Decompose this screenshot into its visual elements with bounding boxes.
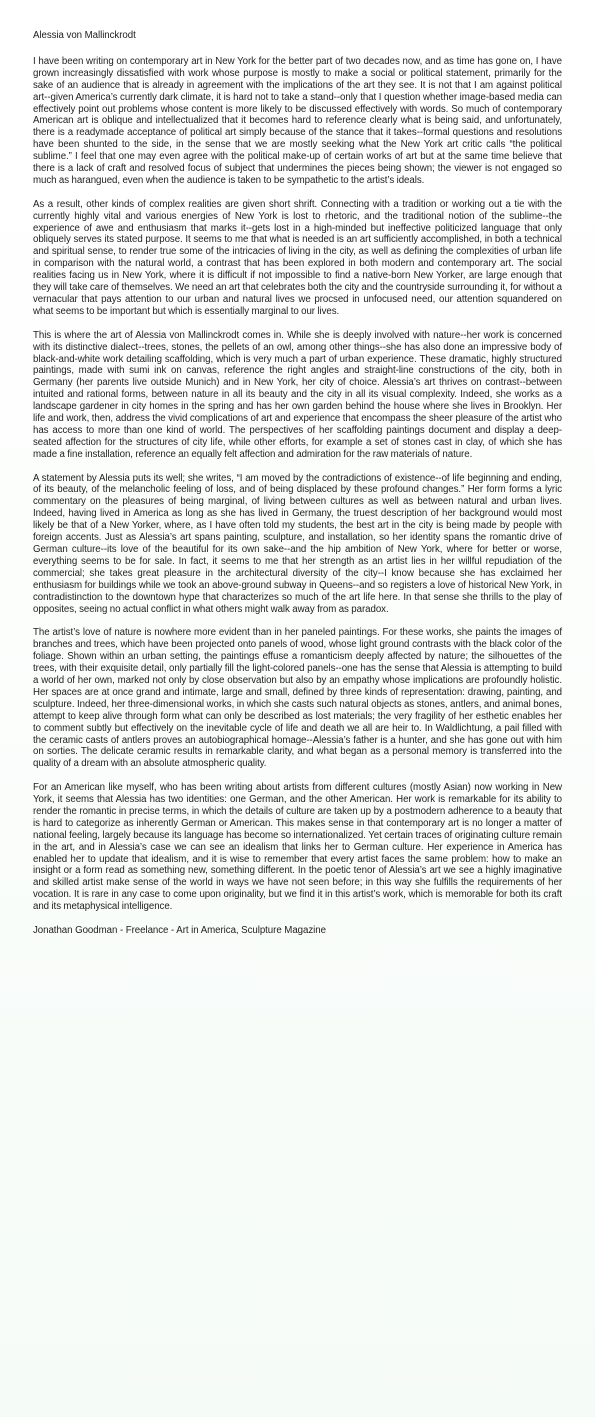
paragraph-paneled-paintings: The artist’s love of nature is nowhere more evident than in her paneled paintings. For these works, she paints the images of branches and trees, which have been projected onto panels of wood, whose light ground contrasts with the black color of the foliage. Shown within an urban setting, the paintings effuse a romanticism deeply affected by nature; the silhouettes of the trees, with their exquisite detail, only partially fill the light-colored panels--one has the sense that Alessia is attempting to build a world of her own, marked not only by close observation but also by an empathy whose implications are profoundly holistic. Her spaces are at once grand and intimate, large and small, defined by three kinds of representation: drawing, painting, and sculpture. Indeed, her three-dimensional works, in which she casts such natural objects as stones, antlers, and animal bones, attempt to keep alive through form what can only be described as lost materials; the very fragility of her esthetic enables her to comment subtly but effectively on the inevitable cycle of life and death we all are heir to. In Waldlichtung, a pail filled with the ceramic casts of antlers proves an autobiographical homage--Alessia’s father is a hunter, and she has gone out with him on sorties. The delicate ceramic results in remarkable clarity, and what began as a personal memory is transferred into the quality of a dream with an absolute atmospheric quality. [33,627,562,770]
paragraph-artist-statement: A statement by Alessia puts its well; she writes, “I am moved by the contradictions of existence--of life beginning and ending, of its beauty, of the melancholic feeling of loss, and of being displaced by these profound changes.” Her form forms a lyric commentary on the pleasures of being marginal, of living between cultures as well as between natural and urban lives. Indeed, having lived in America as long as she has lived in Germany, the truest description of her background would most likely be that of a New Yorker, where, as I have often told my students, the best art in the city is being made by people with foreign accents. Just as Alessia’s art spans painting, sculpture, and installation, so her identity spans the romantic drive of German culture--its love of the beautiful for its own sake--and the hip ambition of New York, where for better or worse, everything seems to be for sale. In fact, it seems to me that her strength as an artist lies in her willful repudiation of the commercial; she takes great pleasure in the architectural diversity of the city--I know because she has exclaimed her enthusiasm for buildings while we took an above-ground subway in Queens--and so registers a love of historical New York, in contradistinction to the downtown hype that characterizes so much of the art life here. In that sense she thrills to the play of opposites, seeing no actual conflict in what others might walk away from as paradox. [33,472,562,615]
paragraph-intro: I have been writing on contemporary art in New York for the better part of two decades now, and as time has gone on, I have grown increasingly dissatisfied with work whose purpose is mostly to make a social or political statement, primarily for the sake of an audience that is already in agreement with the implications of the art they see. It is not that I am against political art--given America’s currently dark climate, it is hard not to take a stand--only that I question whether image-based media can effectively point out problems whose content is more likely to be discussed effectively with words. So much of contemporary American art is oblique and intellectualized that it becomes hard to reference clearly what is being said, and unfortunately, there is a readymade acceptance of political art simply because of the stance that it takes--formal questions and resolutions have been shunted to the side, in the sense that we are mostly seeking what the New York art critic calls “the political sublime.” I feel that one may even agree with the political make-up of certain works of art but at the same time believe that there is a lack of craft and resolved focus of subject that undermines the pieces being shown; the viewer is not engaged so much as harangued, even when the audience is taken to be sympathetic to the artist’s ideals. [33,55,562,186]
paragraph-complex-realities: As a result, other kinds of complex realities are given short shrift. Connecting with a tradition or working out a tie with the currently highly vital and various energies of New York is lost to rhetoric, and the traditional notion of the sublime--the experience of awe and enthusiasm that marks it--gets lost in a high-minded but ineffective politicized language that only obliquely serves its stated purpose. It seems to me that what is needed is an art sufficiently accomplished, in both a technical and spiritual sense, to render true some of the intricacies of living in the city, as well as defining the complexities of urban life in comparison with the natural world, a contrast that has been explored in both modern and contemporary art. The social realities facing us in New York, where it is difficult if not impossible to find a native-born New Yorker, are large enough that they will take care of themselves. We need an art that celebrates both the city and the countryside surrounding it, for without a vernacular that pays attention to our urban and natural lives we procsed in unfocused need, our attention squandered on what seems to be important but which is essentially marginal to our lives. [33,198,562,317]
critic-signature: Jonathan Goodman - Freelance - Art in America, Sculpture Magazine [33,924,326,936]
paragraph-two-identities: For an American like myself, who has been writing about artists from different cultures (mostly Asian) now working in New York, it seems that Alessia has two identities: one German, and the other American. Her work is remarkable for its ability to render the romantic in precise terms, in which the details of culture are taken up by a postmodern adherence to a beauty that is hard to categorize as inherently German or American. This makes sense in that contemporary art is no longer a matter of national feeling, largely because its language has become so internationalized. Yet certain traces of originating culture remain in the art, and in Alessia’s case we can see an idealism that links her to German culture. Her experience in America has enabled her to update that idealism, and it is wise to remember that every artist faces the same problem: how to make an insight or a form read as something new, something different. In the poetic tenor of Alessia’s art we see a highly imaginative and skilled artist make sense of the world in ways we have not seen before; in this way she fulfills the requirements of her vocation. It is rare in any case to come upon originality, but we find it in this artist’s work, which is memorable for both its craft and its metaphysical intelligence. [33,782,562,913]
artist-name-heading: Alessia von Mallinckrodt [33,30,136,41]
paragraph-artist-introduction: This is where the art of Alessia von Mallinckrodt comes in. While she is deeply involved with nature--her work is concerned with its distinctive dialect--trees, stones, the pellets of an owl, among other things--she has also done an impressive body of black-and-white work detailing scaffolding, which is very much a part of urban experience. These dramatic, highly structured paintings, made with sumi ink on canvas, reference the right angles and straight-line constructions of the city, both in Germany (her parents live outside Munich) and in New York, her city of choice. Alessia’s art thrives on contrast--between intuited and rational forms, between nature in all its beauty and the city in all its visual complexity. Indeed, she works as a landscape gardener in city homes in the spring and has her own garden behind the house where she lives in Brooklyn. Her life and work, then, address the vivid complications of art and experience that encompass the sheer pleasure of the artist who has access to more than one kind of world. The perspectives of her scaffolding paintings document and display a deep-seated affection for the structures of city life, while other efforts, for example a set of stones cast in clay, of which she has made a fine installation, reference an equally felt affection and admiration for the raw materials of nature. [33,329,562,460]
